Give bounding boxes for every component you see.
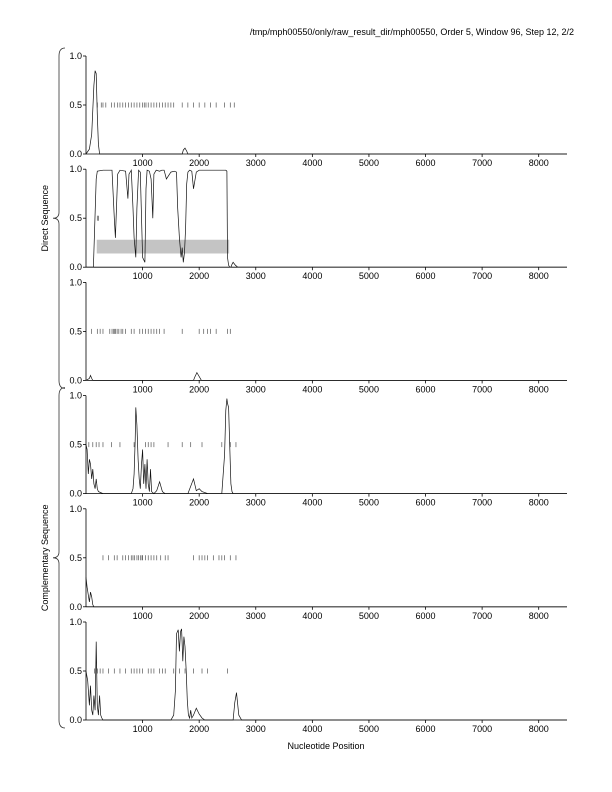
y-tick-label: 0.5	[69, 213, 82, 224]
x-tick-label: 1000	[132, 271, 153, 282]
panels-layer	[69, 51, 567, 734]
y-tick-label: 1.0	[69, 390, 82, 401]
x-tick-label: 8000	[528, 724, 549, 734]
x-tick-label: 3000	[245, 610, 266, 621]
y-tick-label: 0.0	[69, 375, 82, 386]
panel-6	[69, 617, 567, 734]
series-line	[86, 577, 567, 606]
x-tick-label: 7000	[472, 384, 493, 395]
x-tick-label: 8000	[528, 384, 549, 395]
y-tick-label: 0.0	[69, 149, 82, 159]
y-tick-label: 0.5	[69, 666, 82, 676]
series-line	[86, 399, 567, 494]
x-tick-label: 5000	[358, 497, 379, 508]
group-label: Complementary Sequence	[40, 504, 50, 612]
x-tick-label: 7000	[472, 724, 493, 734]
x-tick-label: 6000	[415, 497, 436, 508]
group-brace	[53, 388, 65, 728]
x-tick-label: 4000	[302, 158, 323, 168]
y-tick-label: 1.0	[69, 503, 82, 514]
panel-1	[69, 51, 567, 168]
x-tick-label: 2000	[189, 610, 210, 621]
y-tick-label: 0.0	[69, 715, 82, 725]
x-tick-label: 8000	[528, 158, 549, 168]
x-tick-label: 4000	[302, 497, 323, 508]
y-tick-label: 1.0	[69, 51, 82, 61]
x-tick-label: 4000	[302, 384, 323, 395]
x-tick-label: 7000	[472, 271, 493, 282]
y-tick-label: 1.0	[69, 277, 82, 288]
x-tick-label: 7000	[472, 497, 493, 508]
x-tick-label: 5000	[358, 724, 379, 734]
x-tick-label: 6000	[415, 158, 436, 168]
x-tick-label: 3000	[245, 497, 266, 508]
y-tick-label: 0.0	[69, 601, 82, 612]
x-tick-label: 6000	[415, 271, 436, 282]
x-tick-label: 5000	[358, 384, 379, 395]
y-tick-label: 1.0	[69, 164, 82, 175]
x-axis-label: Nucleotide Position	[287, 741, 365, 751]
x-tick-label: 5000	[358, 271, 379, 282]
group-brace	[53, 48, 65, 388]
x-tick-label: 8000	[528, 271, 549, 282]
x-tick-label: 8000	[528, 610, 549, 621]
y-tick-label: 1.0	[69, 617, 82, 627]
y-tick-label: 0.5	[69, 552, 82, 563]
series-line	[86, 629, 567, 720]
x-tick-label: 6000	[415, 610, 436, 621]
x-tick-label: 3000	[245, 724, 266, 734]
y-tick-label: 0.5	[69, 326, 82, 337]
group-2	[40, 388, 65, 728]
x-tick-label: 1000	[132, 610, 153, 621]
x-tick-label: 4000	[302, 610, 323, 621]
series-line	[86, 71, 567, 154]
x-tick-label: 3000	[245, 271, 266, 282]
panel-5	[69, 504, 567, 621]
panel-4	[69, 391, 567, 508]
x-tick-label: 7000	[472, 158, 493, 168]
x-tick-label: 1000	[132, 724, 153, 734]
x-tick-label: 2000	[189, 384, 210, 395]
x-tick-label: 7000	[472, 610, 493, 621]
x-tick-label: 1000	[132, 158, 153, 168]
group-label: Direct Sequence	[40, 184, 50, 252]
panel-2	[69, 164, 567, 281]
gene-region	[97, 240, 229, 254]
x-tick-label: 2000	[189, 497, 210, 508]
page-title: /tmp/mph00550/only/raw_result_dir/mph00550, Order 5, Window 96, Step 12, 2/2	[249, 27, 574, 37]
series-line	[86, 373, 567, 381]
panel-3	[69, 277, 567, 394]
y-tick-label: 0.0	[69, 488, 82, 499]
x-tick-label: 4000	[302, 724, 323, 734]
y-tick-label: 0.0	[69, 262, 82, 273]
x-tick-label: 4000	[302, 271, 323, 282]
y-tick-label: 0.5	[69, 100, 82, 110]
group-1	[40, 48, 65, 388]
x-tick-label: 1000	[132, 384, 153, 395]
x-tick-label: 6000	[415, 724, 436, 734]
x-tick-label: 2000	[189, 724, 210, 734]
x-tick-label: 1000	[132, 497, 153, 508]
x-tick-label: 5000	[358, 158, 379, 168]
x-tick-label: 3000	[245, 158, 266, 168]
x-tick-label: 8000	[528, 497, 549, 508]
x-tick-label: 5000	[358, 610, 379, 621]
x-tick-label: 2000	[189, 271, 210, 282]
y-tick-label: 0.5	[69, 439, 82, 450]
x-tick-label: 3000	[245, 384, 266, 395]
groups-layer	[40, 48, 65, 728]
x-tick-label: 2000	[189, 158, 210, 168]
x-tick-label: 6000	[415, 384, 436, 395]
